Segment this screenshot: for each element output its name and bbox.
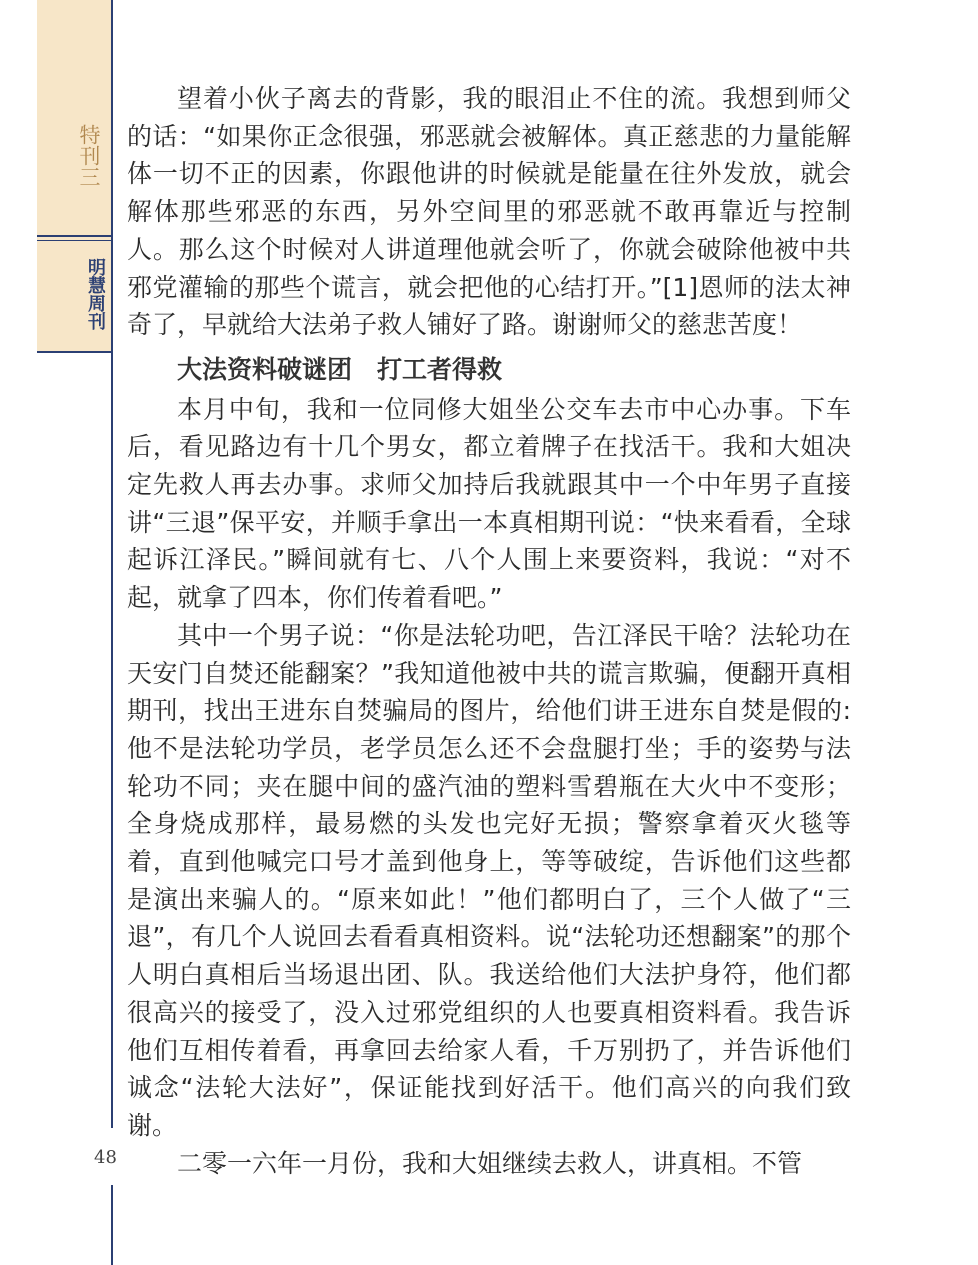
- margin-rule-bottom: [111, 1185, 113, 1265]
- article-body: [127, 80, 851, 1182]
- sidebar-divider-lower: [37, 240, 113, 241]
- sidebar-bottom-rule: [37, 351, 113, 353]
- paragraph: 二零一六年一月份，我和大姐继续去救人，讲真相。不管: [177, 1148, 803, 1178]
- paragraph: 本月中旬，我和一位同修大姐坐公交车去市中心办事。下车后，看见路边有十几个男女，都立着牌子在找活干。我和大姐决定先救人再去办事。求师父加持后我就跟其中一个中年男子直接讲“三退”保平安，并顺手拿出一本真相期刊说：“快来看看，全球起诉江泽民。”瞬间就有七、八个人围上来要资料，我说：“对不起，就拿了四本，你们传着看吧。”: [127, 394, 851, 613]
- paragraph: 望着小伙子离去的背影，我的眼泪止不住的流。我想到师父的话：“如果你正念很强，邪恶就会被解体。真正慈悲的力量能解体一切不正的因素，你跟他讲的时候就是能量在往外发放，就会解体那些邪恶的东西，另外空间里的邪恶就不敢再靠近与控制人。那么这个时候对人讲道理他就会听了，你就会破除他被中共邪党灌输的那些个谎言，就会把他的心结打开。”[1]恩师的法太神奇了，早就给大法弟子救人铺好了路。谢谢师父的慈悲苦度！: [127, 84, 851, 340]
- margin-rule-top: [111, 0, 113, 1128]
- publication-label: 明慧周刊: [85, 258, 106, 330]
- section-label: 特刊三: [77, 124, 101, 187]
- page-number: 48: [94, 1147, 117, 1168]
- section-heading: 大法资料破谜团 打工者得救: [177, 354, 503, 384]
- sidebar-divider-upper: [37, 235, 113, 237]
- paragraph: 其中一个男子说：“你是法轮功吧，告江泽民干啥？法轮功在天安门自焚还能翻案？”我知道他被中共的谎言欺骗，便翻开真相期刊，找出王进东自焚骗局的图片，给他们讲王进东自焚是假的: 他不是法轮功学员，老学员怎么还不会盘腿打坐；手的姿势与法轮功不同；夹在腿中间的盛汽油的塑料雪碧瓶在大火中不变形；全身烧成那样，最易燃的头发也完好无损；警察拿着灭火毯等着，直到他喊完口号才盖到他身上，等等破绽，告诉他们这些都是演出来骗人的。“原来如此！”他们都明白了，三个人做了“三退”，有几个人说回去看看真相资料。说“法轮功还想翻案”的那个人明白真相后当场退出团、队。我送给他们大法护身符，他们都很高兴的接受了，没入过邪党组织的人也要真相资料看。我告诉他们互相传着看，再拿回去给家人看，千万别扔了，并告诉他们诚念“法轮大法好”，保证能找到好活干。他们高兴的向我们致谢。: [127, 620, 851, 1140]
